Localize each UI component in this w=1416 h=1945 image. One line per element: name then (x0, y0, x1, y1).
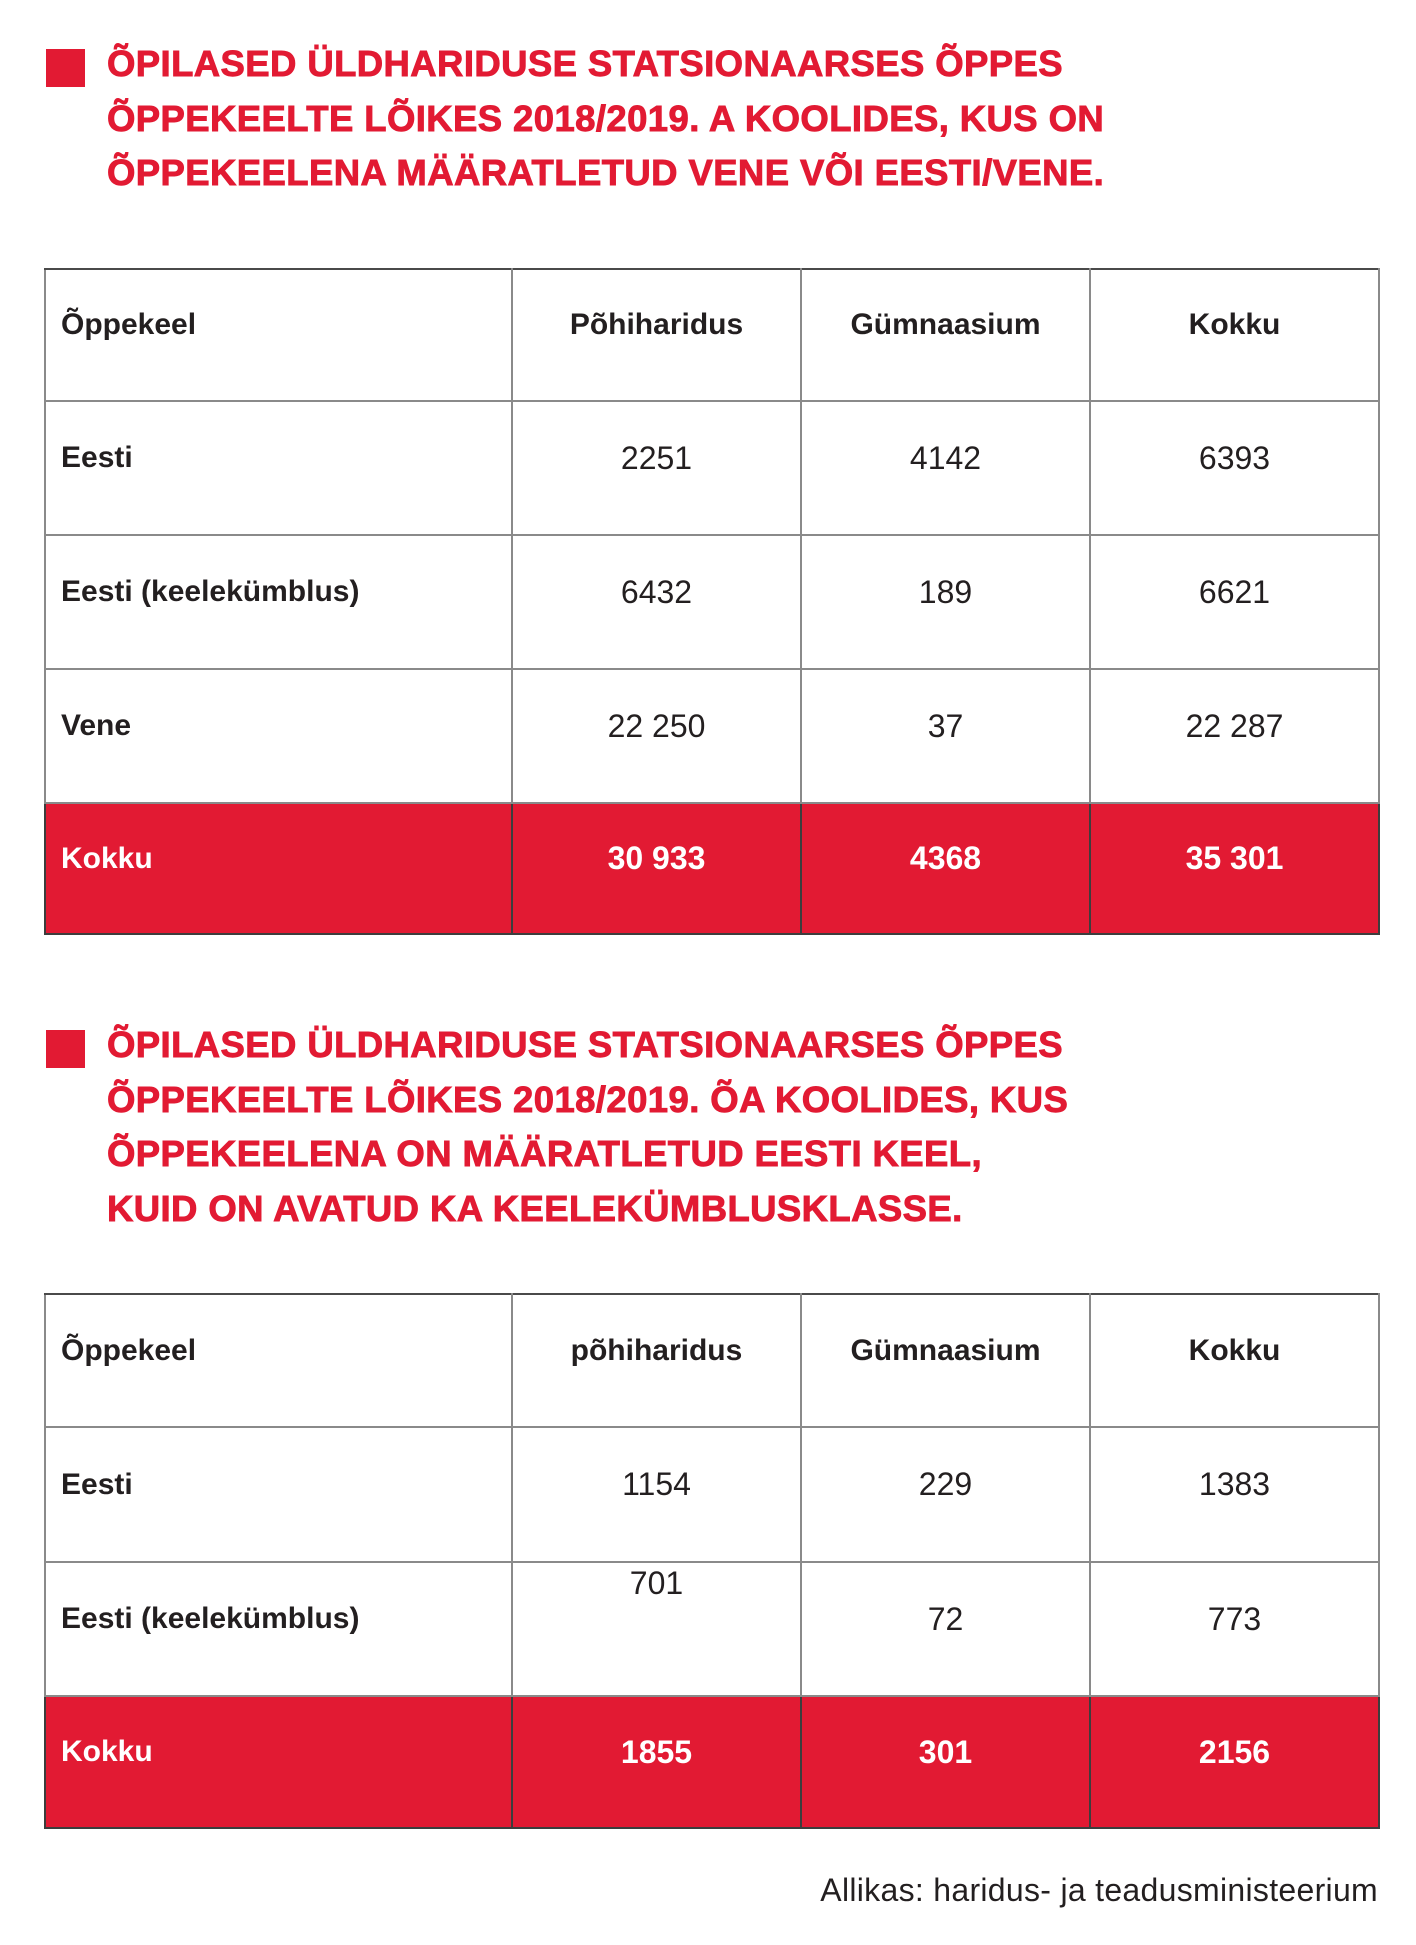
section-2-title-line: KUID ON AVATUD KA KEELEKÜMBLUSKLASSE. (107, 1187, 963, 1229)
table-row (45, 669, 1379, 803)
table-row (45, 1427, 1379, 1562)
row-label: Eesti (keelekümblus) (45, 535, 512, 669)
column-header-kokku: Kokku (1090, 1294, 1379, 1427)
table-total-row (45, 803, 1379, 934)
column-header-oppekeel: Õppekeel (45, 269, 512, 401)
column-header-pohiharidus: Põhiharidus (512, 269, 801, 401)
table-row (45, 535, 1379, 669)
source-note: Allikas: haridus- ja teadusministeerium (820, 1872, 1378, 1908)
section-2-title-line: ÕPPEKEELENA ON MÄÄRATLETUD EESTI KEEL, (107, 1133, 983, 1174)
table-row (45, 401, 1379, 535)
total-pohiharidus: 30 933 (512, 803, 801, 934)
cell-kokku: 22 287 (1090, 669, 1379, 803)
cell-gumnaasium: 72 (801, 1562, 1090, 1696)
section-1-title-line: ÕPPEKEELTE LÕIKES 2018/2019. A KOOLIDES, KUS ON (107, 97, 1105, 139)
section-1-title-line: ÕPILASED ÜLDHARIDUSE STATSIONAARSES ÕPPES (107, 43, 1064, 84)
column-header-kokku: Kokku (1090, 269, 1379, 401)
cell-kokku: 1383 (1090, 1427, 1379, 1562)
red-square-bullet-icon (46, 1030, 85, 1068)
cell-gumnaasium: 189 (801, 535, 1090, 669)
table-total-row (45, 1696, 1379, 1828)
column-header-gumnaasium: Gümnaasium (801, 1294, 1090, 1427)
section-2-title-line: ÕPPEKEELTE LÕIKES 2018/2019. ÕA KOOLIDES, KUS (107, 1078, 1069, 1120)
total-label: Kokku (45, 1696, 512, 1828)
column-header-pohiharidus: põhiharidus (512, 1294, 801, 1427)
cell-pohiharidus: 701 (512, 1562, 801, 1696)
table-row (45, 1562, 1379, 1696)
table-eesti-immersion-schools (44, 1293, 1380, 1829)
total-kokku: 2156 (1090, 1696, 1379, 1828)
table-vene-schools (44, 268, 1380, 935)
column-header-gumnaasium: Gümnaasium (801, 269, 1090, 401)
cell-kokku: 6621 (1090, 535, 1379, 669)
cell-pohiharidus: 22 250 (512, 669, 801, 803)
row-label: Eesti (45, 401, 512, 535)
section-1-title (107, 37, 1104, 201)
total-gumnaasium: 301 (801, 1696, 1090, 1828)
row-label: Vene (45, 669, 512, 803)
cell-pohiharidus: 6432 (512, 535, 801, 669)
cell-kokku: 773 (1090, 1562, 1379, 1696)
row-label: Eesti (keelekümblus) (45, 1562, 512, 1696)
table-header-row (45, 269, 1379, 401)
section-2-title (107, 1018, 1068, 1236)
cell-pohiharidus: 1154 (512, 1427, 801, 1562)
row-label: Eesti (45, 1427, 512, 1562)
total-gumnaasium: 4368 (801, 803, 1090, 934)
cell-gumnaasium: 4142 (801, 401, 1090, 535)
cell-kokku: 6393 (1090, 401, 1379, 535)
column-header-oppekeel: Õppekeel (45, 1294, 512, 1427)
total-pohiharidus: 1855 (512, 1696, 801, 1828)
total-kokku: 35 301 (1090, 803, 1379, 934)
total-label: Kokku (45, 803, 512, 934)
section-1-title-line: ÕPPEKEELENA MÄÄRATLETUD VENE VÕI EESTI/VENE. (107, 152, 1105, 193)
cell-gumnaasium: 229 (801, 1427, 1090, 1562)
red-square-bullet-icon (46, 49, 85, 87)
cell-pohiharidus: 2251 (512, 401, 801, 535)
cell-gumnaasium: 37 (801, 669, 1090, 803)
section-2-title-line: ÕPILASED ÜLDHARIDUSE STATSIONAARSES ÕPPES (107, 1024, 1064, 1065)
table-header-row (45, 1294, 1379, 1427)
